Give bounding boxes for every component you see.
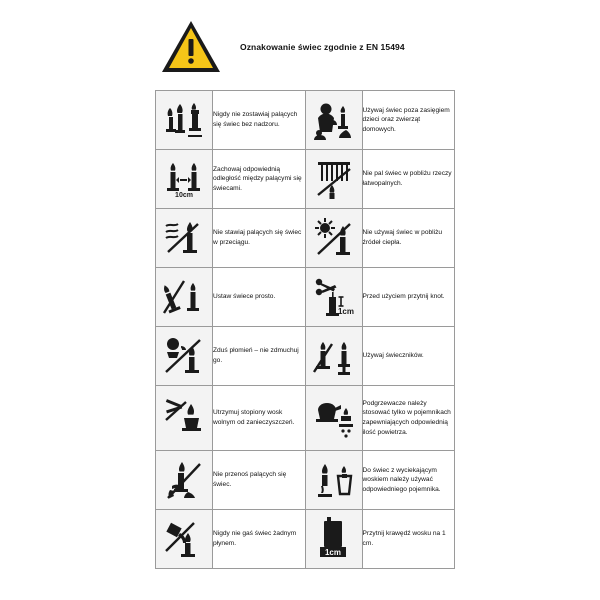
table-row xyxy=(156,150,455,209)
children-pets-icon xyxy=(305,91,362,150)
candle-upright-icon xyxy=(156,268,213,327)
table-row xyxy=(156,91,455,150)
row-text: Nigdy nie zostawiaj palących się świec bez nadzoru. xyxy=(213,91,306,150)
row-text: Przytnij krawędź wosku na 1 cm. xyxy=(362,510,454,569)
row-text: Nie pal świec w pobliżu rzeczy łatwopalnych. xyxy=(362,150,454,209)
row-text: Używaj świeczników. xyxy=(362,327,454,386)
candle-holder-icon xyxy=(305,327,362,386)
table-row xyxy=(156,209,455,268)
document-header xyxy=(160,14,580,80)
candle-distance-10cm-icon xyxy=(156,150,213,209)
tealight-holder-ventilation-icon xyxy=(305,386,362,451)
no-debris-in-wax-icon xyxy=(156,386,213,451)
do-not-move-burning-candle-icon xyxy=(156,451,213,510)
svg-text:1cm: 1cm xyxy=(324,548,341,557)
warning-triangle-exclamation-icon xyxy=(160,19,222,75)
do-not-extinguish-with-liquid-icon xyxy=(156,510,213,569)
svg-text:1cm: 1cm xyxy=(337,307,354,316)
row-text: Nigdy nie gaś świec żadnym płynem. xyxy=(213,510,306,569)
row-text: Ustaw świece prosto. xyxy=(213,268,306,327)
row-text: Nie stawiaj palących się świec w przeciągu. xyxy=(213,209,306,268)
no-draught-icon xyxy=(156,209,213,268)
row-text: Utrzymuj stopiony wosk wolnym od zanieczyszczeń. xyxy=(213,386,306,451)
row-text: Podgrzewacze należy stosować tylko w pojemnikach zapewniających odpowiednią ilość powietrza. xyxy=(362,386,454,451)
snuff-not-blow-icon xyxy=(156,327,213,386)
table-row xyxy=(156,268,455,327)
table-row xyxy=(156,451,455,510)
row-text: Przed użyciem przytnij knot. xyxy=(362,268,454,327)
row-text: Zduś płomień – nie zdmuchuj go. xyxy=(213,327,306,386)
row-text: Nie przenoś palących się świec. xyxy=(213,451,306,510)
svg-text:10cm: 10cm xyxy=(175,192,193,199)
row-text: Używaj świec poza zasięgiem dzieci oraz zwierząt domowych. xyxy=(362,91,454,150)
page-title: Oznakowanie świec zgodnie z EN 15494 xyxy=(240,41,405,52)
table-row xyxy=(156,510,455,569)
use-container-for-dripping-wax-icon xyxy=(305,451,362,510)
no-flammable-objects-icon xyxy=(305,150,362,209)
no-heat-source-icon xyxy=(305,209,362,268)
trim-wick-scissors-1cm-icon xyxy=(305,268,362,327)
table-row xyxy=(156,386,455,451)
row-text: Nie używaj świec w pobliżu źródeł ciepła. xyxy=(362,209,454,268)
row-text: Zachowaj odpowiednią odległość między palącymi się świecami. xyxy=(213,150,306,209)
candle-unattended-icon xyxy=(156,91,213,150)
trim-wax-edge-1cm-icon xyxy=(305,510,362,569)
safety-pictogram-table xyxy=(155,90,455,569)
table-row xyxy=(156,327,455,386)
row-text: Do świec z wyciekającym woskiem należy używać odpowiedniego pojemnika. xyxy=(362,451,454,510)
